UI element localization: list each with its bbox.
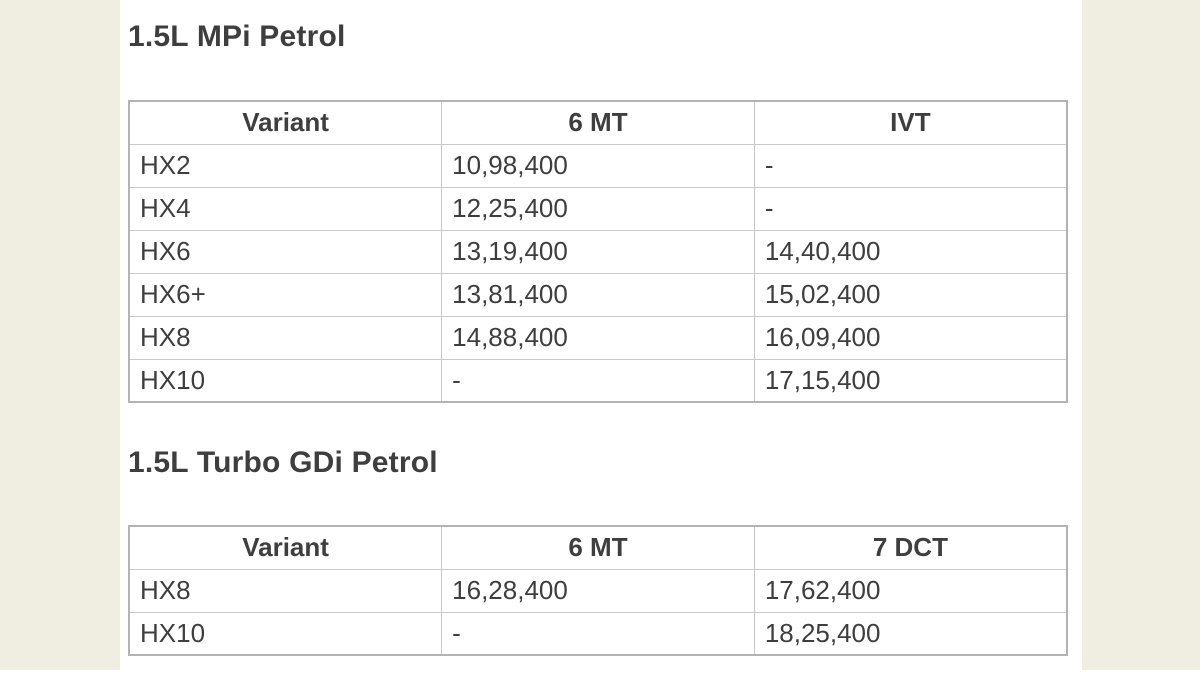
article-content	[120, 0, 1082, 675]
column-header-ivt: IVT	[754, 101, 1067, 144]
variant-cell: HX2	[129, 144, 442, 187]
table-row	[129, 273, 1067, 316]
variant-cell: HX8	[129, 569, 442, 612]
turbo-gdi-petrol-price-table	[128, 525, 1068, 656]
price-cell: 12,25,400	[442, 187, 755, 230]
column-header-variant: Variant	[129, 526, 442, 569]
price-cell: -	[442, 612, 755, 655]
table-row	[129, 187, 1067, 230]
variant-cell: HX10	[129, 359, 442, 402]
price-cell: 13,19,400	[442, 230, 755, 273]
section-title-turbo-gdi-petrol: 1.5L Turbo GDi Petrol	[128, 446, 438, 479]
price-cell: 18,25,400	[754, 612, 1067, 655]
variant-cell: HX8	[129, 316, 442, 359]
variant-cell: HX6+	[129, 273, 442, 316]
price-cell: -	[442, 359, 755, 402]
table-header-row	[129, 526, 1067, 569]
variant-cell: HX6	[129, 230, 442, 273]
table-row	[129, 316, 1067, 359]
column-header-variant: Variant	[129, 101, 442, 144]
price-cell: 14,40,400	[754, 230, 1067, 273]
left-background-panel	[0, 0, 120, 670]
price-cell: 14,88,400	[442, 316, 755, 359]
table-row	[129, 569, 1067, 612]
price-cell: 17,62,400	[754, 569, 1067, 612]
price-cell: 16,09,400	[754, 316, 1067, 359]
variant-cell: HX4	[129, 187, 442, 230]
table-row	[129, 230, 1067, 273]
column-header-6mt: 6 MT	[442, 526, 755, 569]
price-cell: 17,15,400	[754, 359, 1067, 402]
table-row	[129, 144, 1067, 187]
price-cell: 13,81,400	[442, 273, 755, 316]
mpi-petrol-price-table	[128, 100, 1068, 403]
section-title-mpi-petrol: 1.5L MPi Petrol	[128, 20, 346, 53]
price-cell: -	[754, 187, 1067, 230]
price-cell: -	[754, 144, 1067, 187]
price-cell: 15,02,400	[754, 273, 1067, 316]
price-cell: 10,98,400	[442, 144, 755, 187]
column-header-7dct: 7 DCT	[754, 526, 1067, 569]
table-header-row	[129, 101, 1067, 144]
variant-cell: HX10	[129, 612, 442, 655]
price-cell: 16,28,400	[442, 569, 755, 612]
right-background-panel	[1082, 0, 1200, 670]
column-header-6mt: 6 MT	[442, 101, 755, 144]
table-row	[129, 612, 1067, 655]
table-row	[129, 359, 1067, 402]
